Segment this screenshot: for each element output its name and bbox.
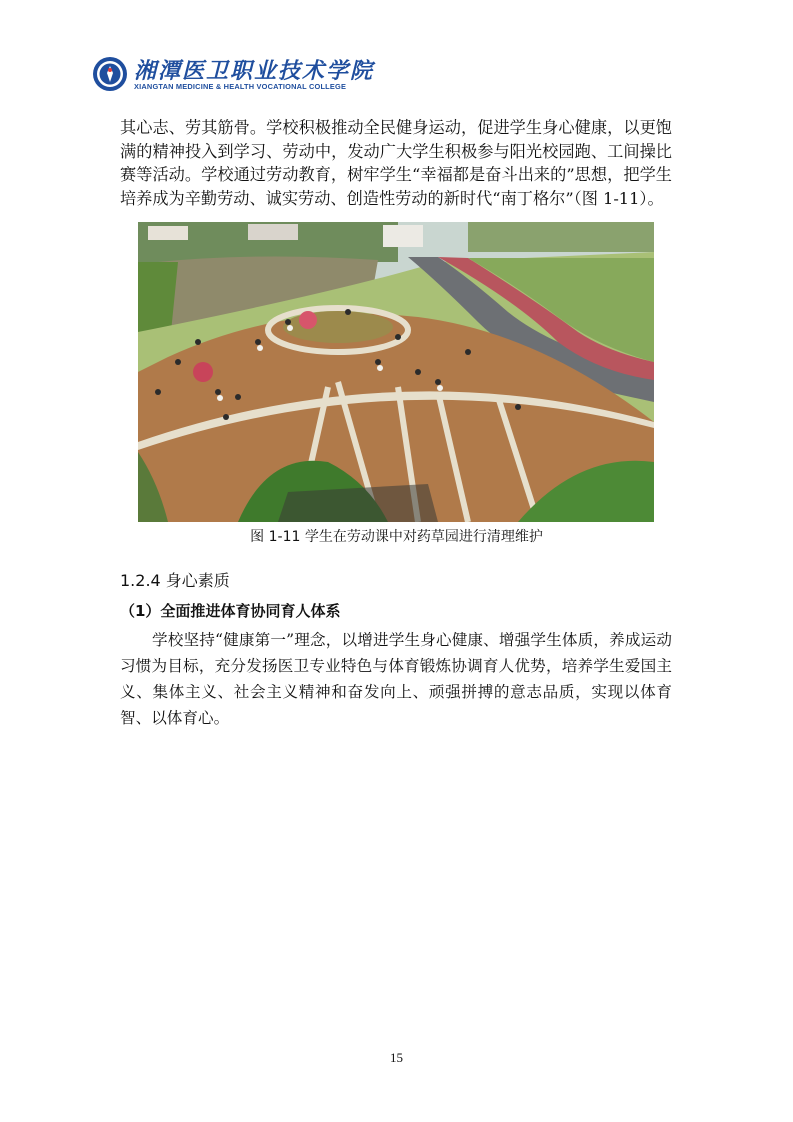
herb-garden-photo — [138, 222, 654, 522]
intro-paragraph: 其心志、劳其筋骨。学校积极推动全民健身运动，促进学生身心健康，以更饱满的精神投入到学习、劳动中，发动广大学生积极参与阳光校园跑、工间操比赛等活动。学校通过劳动教育，树牢学生“幸福都是奋斗出来的”思想，把学生培养成为辛勤劳动、诚实劳动、创造性劳动的新时代“南丁格尔”（图 1-11）。 — [120, 118, 672, 208]
body-paragraph: 学校坚持“健康第一”理念，以增进学生身心健康、增强学生体质，养成运动习惯为目标，充分发扬医卫专业特色与体育锻炼协调育人优势，培养学生爱国主义、集体主义、社会主义精神和奋发向上、顽强拼搏的意志品质，实现以体育智、以体育心。 — [120, 631, 672, 727]
page-number: 15 — [390, 1050, 403, 1065]
subsection-heading: （1）全面推进体育协同育人体系 — [120, 602, 341, 620]
page-header — [92, 52, 412, 96]
figure-caption: 图 1-11 学生在劳动课中对药草园进行清理维护 — [250, 529, 543, 545]
section-heading: 1.2.4 身心素质 — [120, 571, 230, 590]
school-logo-icon — [92, 56, 128, 92]
school-name-en: XIANGTAN MEDICINE & HEALTH VOCATIONAL COLLEGE — [134, 82, 347, 91]
school-name-cn: 湘潭医卫职业技术学院 — [134, 58, 375, 84]
